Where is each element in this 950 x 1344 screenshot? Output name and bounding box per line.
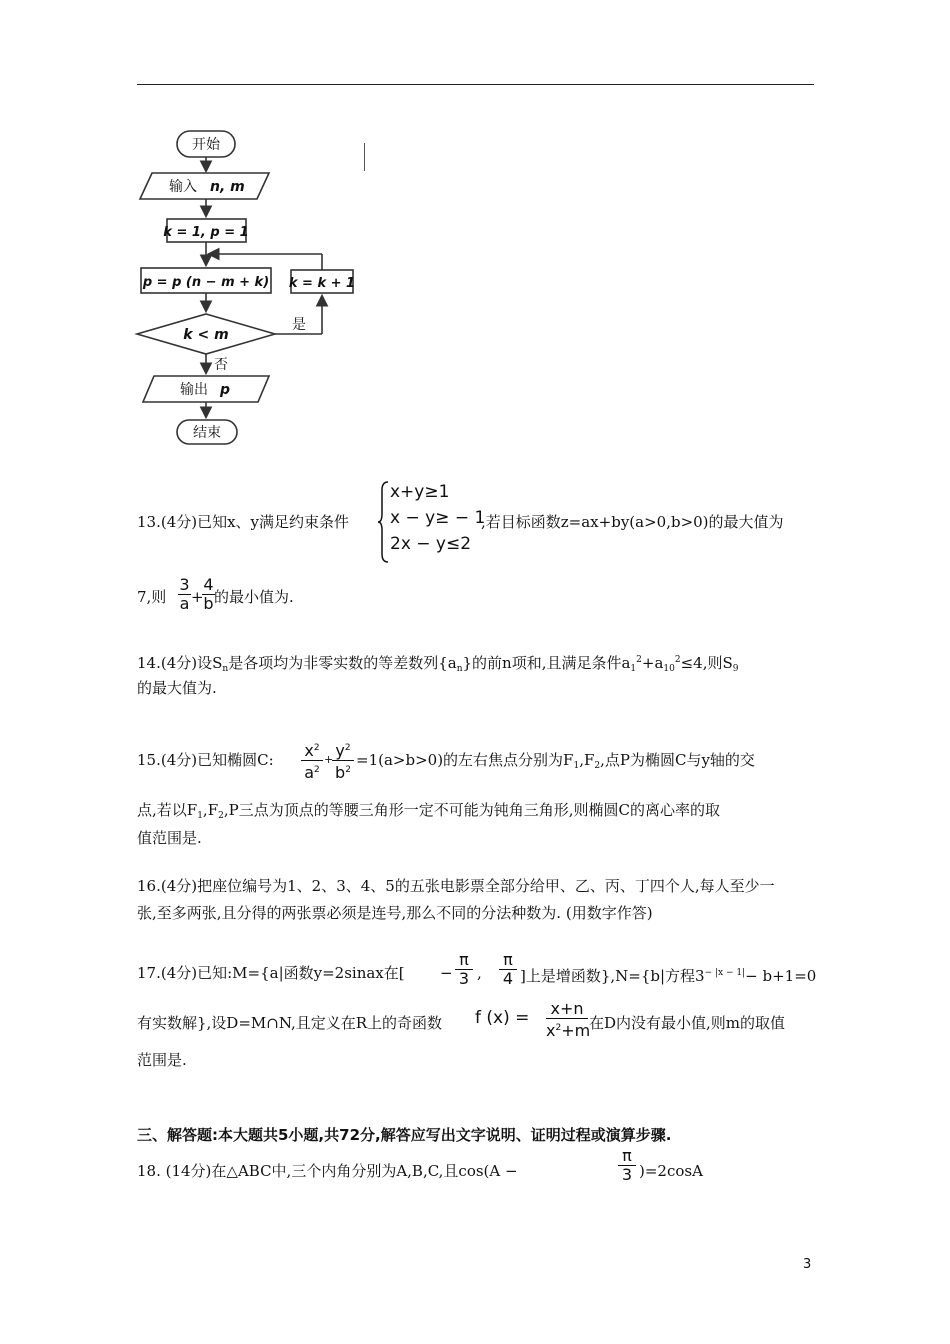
q13-brace (377, 480, 389, 564)
flow-input-vars: n, m (210, 179, 245, 195)
q13-constraint-3: 2x − y≤2 (390, 534, 472, 554)
flow-condition-label: k < m (183, 327, 229, 343)
q14-line1: 14.(4分)设$S_n$是各项均为非零实数的等差数列$\{a_n\}$的前n项和,且满足条件$a_1^2+a_{10}^2\le 4$,则$S_9$ (137, 654, 739, 674)
flow-yes-label: 是 (292, 317, 306, 333)
q16-line1: 16.(4分)把座位编号为1、2、3、4、5的五张电影票全部分给甲、乙、丙、丁四个人,每人至少一 (137, 877, 775, 895)
q14-line2: 的最大值为. (137, 679, 217, 697)
q17-line2b: 在D内没有最小值,则m的取值 (589, 1014, 786, 1032)
q15-line1b: =1(a>b>0)的左右焦点分别为$F_1,F_2$,点P为椭圆C与y轴的交 (356, 751, 755, 771)
q15-line1a: 15.(4分)已知椭圆C: (137, 751, 274, 769)
q17-line3: 范围是. (137, 1051, 187, 1069)
q13-suffix: ,若目标函数z=ax+by(a>0,b>0)的最大值为 (481, 513, 784, 531)
q13-plus: + (191, 588, 204, 606)
flow-output-var: p (220, 382, 231, 398)
q18-frac-pi3: $\frac{\pi}{3}$ (618, 1147, 636, 1184)
q13-line2b: 的最小值为. (214, 588, 294, 606)
flow-start-label: 开始 (192, 137, 220, 153)
section3-heading: 三、解答题:本大题共5小题,共72分,解答应写出文字说明、证明过程或演算步骤. (137, 1126, 672, 1144)
q16-line2: 张,至多两张,且分得的两张票必须是连号,那么不同的分法种数为. (用数字作答) (137, 904, 653, 922)
flow-input-prefix: 输入 (169, 179, 197, 195)
q15-frac-x2a2: $\frac{x^2}{a^2}$ (301, 739, 323, 782)
q17-fx: f (x) = (475, 1008, 530, 1028)
q13-frac-4b: $\frac{4}{b}$ (203, 575, 214, 613)
q13-frac-3a: $\frac{3}{a}$ (179, 575, 190, 613)
q13-constraint-2: x − y≥ − 1 (390, 508, 486, 528)
flow-init-label: k = 1, p = 1 (163, 225, 249, 240)
q17-neg: − (440, 964, 453, 982)
q17-frac-pi3: $\frac{\pi}{3}$ (455, 951, 473, 988)
q13-system (390, 479, 485, 557)
flow-end-label: 结束 (193, 425, 221, 441)
q15-line3: 值范围是. (137, 829, 202, 847)
q18-prefix: 18. (14分)在△ABC中,三个内角分别为A,B,C,且cos(A − (137, 1162, 518, 1180)
q15-line2: 点,若以$F_1,F_2,P$三点为顶点的等腰三角形一定不可能为钝角三角形,则椭圆C的离心率的取 (137, 801, 720, 821)
q13-prefix: 13.(4分)已知x、y满足约束条件 (137, 513, 350, 531)
flow-process-label: p = p (n − m + k) (142, 275, 270, 290)
flow-output-prefix: 输出 (180, 382, 208, 398)
q17-line1a: 17.(4分)已知:M={a|函数y=2sinax在[ (137, 964, 405, 982)
q17-frac-pi4: $\frac{\pi}{4}$ (499, 951, 517, 988)
q17-frac-f: $\frac{x+n}{x^2+m}$ (546, 999, 591, 1040)
page-number: 3 (803, 1257, 812, 1272)
vertical-mark (364, 143, 365, 171)
q17-comma: , (477, 964, 482, 982)
q18-suffix: )=2cosA (639, 1162, 703, 1180)
q13-line1 (137, 512, 349, 532)
q17-line1b: ]上是增函数},N={b|方程$3^{- |x - 1|}- b+1=0$ (520, 967, 817, 985)
flow-increment-label: k = k + 1 (288, 276, 356, 291)
q15-plus: + (324, 753, 334, 766)
header-rule (137, 84, 814, 85)
flow-input-box (140, 173, 269, 199)
flow-no-label: 否 (214, 357, 228, 373)
flowchart (130, 125, 370, 455)
q13-line2a: 7,则 (137, 588, 167, 606)
q13-constraint-1: x+y≥1 (390, 482, 450, 502)
q15-frac-y2b2: $\frac{y^2}{b^2}$ (332, 739, 354, 782)
q17-line2a: 有实数解},设D=M∩N,且定义在R上的奇函数 (137, 1014, 443, 1032)
